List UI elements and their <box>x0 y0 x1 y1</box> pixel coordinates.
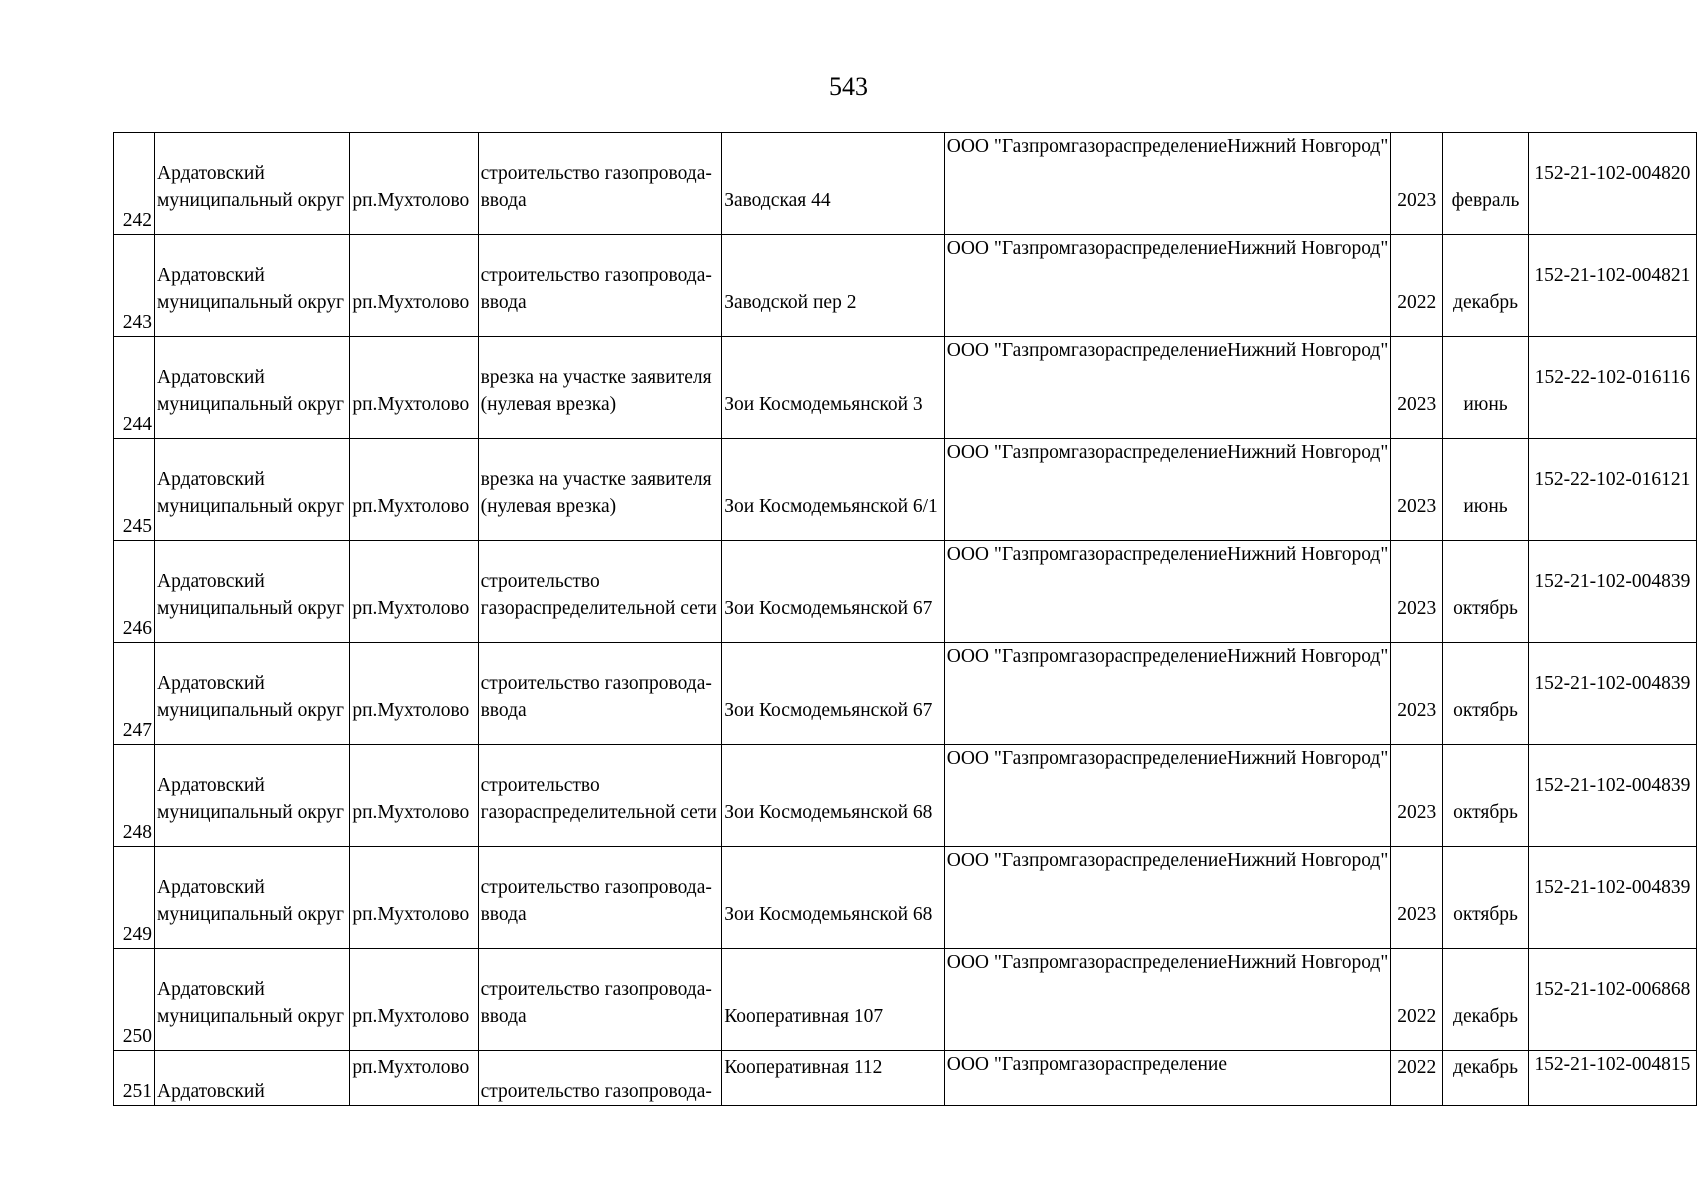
work-type-cell <box>478 745 722 847</box>
year-text: 2023 <box>1397 496 1437 517</box>
address-text: Заводская 44 <box>724 190 831 211</box>
settlement-text: рп.Мухтолово <box>352 190 470 211</box>
work-type-line: газораспределительной сети <box>480 802 717 823</box>
work-type-line: газораспределительной сети <box>480 598 717 619</box>
district-cell <box>155 1051 350 1106</box>
district-cell <box>155 235 350 337</box>
organization-cell <box>944 847 1391 949</box>
district-line: Ардатовский <box>157 367 265 388</box>
organization-line: ООО "Газпром <box>946 646 1071 667</box>
district-line: муниципальный округ <box>157 496 345 517</box>
table-row <box>114 745 1697 847</box>
district-cell <box>155 439 350 541</box>
work-type-line: ввода <box>480 904 527 925</box>
month-cell <box>1443 847 1529 949</box>
district-line: муниципальный округ <box>157 598 345 619</box>
work-type-cell <box>478 337 722 439</box>
district-line: муниципальный округ <box>157 1006 345 1027</box>
address-text: Зои Космодемьянской 67 <box>724 700 933 721</box>
contract-number: 152-21-102-004820 <box>1534 163 1691 184</box>
contract-cell <box>1528 235 1696 337</box>
row-number: 247 <box>114 643 155 745</box>
organization-line: ООО "Газпром <box>946 238 1071 259</box>
work-type-line: строительство газопровода- <box>480 265 712 286</box>
organization-cell <box>944 133 1391 235</box>
month-text: февраль <box>1451 190 1520 211</box>
year-cell <box>1391 337 1443 439</box>
row-number: 250 <box>114 949 155 1051</box>
district-cell <box>155 847 350 949</box>
address-cell <box>722 643 945 745</box>
month-text: декабрь <box>1453 1057 1519 1078</box>
contract-cell <box>1528 949 1696 1051</box>
organization-line: ООО "Газпром <box>946 544 1071 565</box>
year-text: 2023 <box>1397 700 1437 721</box>
organization-line: Нижний Новгород" <box>1227 544 1389 565</box>
table-row <box>114 337 1697 439</box>
contract-cell <box>1528 541 1696 643</box>
row-number: 242 <box>114 133 155 235</box>
district-line: муниципальный округ <box>157 802 345 823</box>
settlement-text: рп.Мухтолово <box>352 802 470 823</box>
month-text: июнь <box>1463 496 1508 517</box>
year-text: 2023 <box>1397 802 1437 823</box>
settlement-cell <box>350 541 478 643</box>
settlement-cell <box>350 337 478 439</box>
work-type-line: (нулевая врезка) <box>480 394 617 415</box>
address-cell <box>722 1051 945 1106</box>
district-line: муниципальный округ <box>157 700 345 721</box>
organization-cell <box>944 337 1391 439</box>
organization-line: газораспределение <box>1070 544 1227 565</box>
settlement-cell <box>350 439 478 541</box>
table-row <box>114 541 1697 643</box>
contract-cell <box>1528 1051 1696 1106</box>
year-cell <box>1391 1051 1443 1106</box>
organization-line: Нижний Новгород" <box>1227 646 1389 667</box>
organization-line: ООО "Газпром <box>946 748 1071 769</box>
district-cell <box>155 745 350 847</box>
address-text: Зои Космодемьянской 67 <box>724 598 933 619</box>
settlement-cell <box>350 643 478 745</box>
settlement-cell <box>350 1051 478 1106</box>
contract-number: 152-21-102-004815 <box>1534 1054 1691 1075</box>
work-type-cell <box>478 439 722 541</box>
row-number: 244 <box>114 337 155 439</box>
table-row <box>114 643 1697 745</box>
table-row <box>114 1051 1697 1106</box>
work-type-line: строительство газопровода- <box>480 877 712 898</box>
organization-line: Нижний Новгород" <box>1227 442 1389 463</box>
address-text: Зои Космодемьянской 6/1 <box>724 496 938 517</box>
table-row <box>114 949 1697 1051</box>
organization-cell <box>944 439 1391 541</box>
organization-line: газораспределение <box>1070 952 1227 973</box>
settlement-text: рп.Мухтолово <box>352 1006 470 1027</box>
address-text: Заводской пер 2 <box>724 292 857 313</box>
year-text: 2023 <box>1397 598 1437 619</box>
month-text: декабрь <box>1453 292 1519 313</box>
month-cell <box>1443 235 1529 337</box>
work-type-line: строительство <box>480 571 600 592</box>
contract-cell <box>1528 643 1696 745</box>
organization-line: газораспределение <box>1070 238 1227 259</box>
month-cell <box>1443 643 1529 745</box>
organization-line: Нижний Новгород" <box>1227 952 1389 973</box>
settlement-cell <box>350 235 478 337</box>
organization-line: газораспределение <box>1070 748 1227 769</box>
contract-number: 152-21-102-004839 <box>1534 775 1691 796</box>
month-text: октябрь <box>1453 904 1518 925</box>
settlement-cell <box>350 745 478 847</box>
district-cell <box>155 643 350 745</box>
row-number: 243 <box>114 235 155 337</box>
address-cell <box>722 439 945 541</box>
work-type-line: ввода <box>480 292 527 313</box>
contract-number: 152-21-102-004839 <box>1534 877 1691 898</box>
organization-line: ООО "Газпром <box>946 442 1071 463</box>
month-cell <box>1443 133 1529 235</box>
settlement-text: рп.Мухтолово <box>352 496 470 517</box>
work-type-cell <box>478 643 722 745</box>
district-line: муниципальный округ <box>157 190 345 211</box>
row-number: 246 <box>114 541 155 643</box>
work-type-line: ввода <box>480 1006 527 1027</box>
contract-cell <box>1528 847 1696 949</box>
row-number: 245 <box>114 439 155 541</box>
month-cell <box>1443 1051 1529 1106</box>
address-cell <box>722 541 945 643</box>
month-cell <box>1443 541 1529 643</box>
organization-line: газораспределение <box>1070 646 1227 667</box>
month-text: октябрь <box>1453 802 1518 823</box>
district-line: Ардатовский <box>157 163 265 184</box>
settlement-text: рп.Мухтолово <box>352 394 470 415</box>
work-type-cell <box>478 949 722 1051</box>
contract-number: 152-21-102-006868 <box>1534 979 1691 1000</box>
month-cell <box>1443 745 1529 847</box>
work-type-line: ввода <box>480 700 527 721</box>
year-text: 2022 <box>1397 1057 1437 1078</box>
district-cell <box>155 949 350 1051</box>
contract-number: 152-22-102-016116 <box>1534 367 1691 388</box>
district-cell <box>155 133 350 235</box>
district-line: Ардатовский <box>157 775 265 796</box>
year-cell <box>1391 949 1443 1051</box>
month-text: июнь <box>1463 394 1508 415</box>
settlement-cell <box>350 847 478 949</box>
district-line: Ардатовский <box>157 571 265 592</box>
contract-number: 152-22-102-016121 <box>1534 469 1691 490</box>
work-type-cell <box>478 541 722 643</box>
district-line: Ардатовский <box>157 673 265 694</box>
settlement-text: рп.Мухтолово <box>352 1057 470 1078</box>
organization-line: ООО "Газпром <box>946 952 1071 973</box>
year-cell <box>1391 745 1443 847</box>
address-text: Зои Космодемьянской 3 <box>724 394 923 415</box>
organization-line: Нижний Новгород" <box>1227 748 1389 769</box>
organization-cell <box>944 235 1391 337</box>
work-type-cell <box>478 133 722 235</box>
organization-line: ООО "Газпром <box>946 1054 1071 1075</box>
organization-line: Нижний Новгород" <box>1227 136 1389 157</box>
month-text: октябрь <box>1453 598 1518 619</box>
address-text: Кооперативная 107 <box>724 1006 884 1027</box>
year-cell <box>1391 847 1443 949</box>
organization-cell <box>944 1051 1391 1106</box>
contract-number: 152-21-102-004821 <box>1534 265 1691 286</box>
year-cell <box>1391 643 1443 745</box>
contract-number: 152-21-102-004839 <box>1534 571 1691 592</box>
district-line: муниципальный округ <box>157 904 345 925</box>
district-line: муниципальный округ <box>157 292 345 313</box>
district-line: Ардатовский <box>157 469 265 490</box>
work-type-line: строительство <box>480 775 600 796</box>
district-line: Ардатовский <box>157 265 265 286</box>
work-type-line: строительство газопровода- <box>480 979 712 1000</box>
page-number: 543 <box>829 72 868 101</box>
organization-line: газораспределение <box>1070 136 1227 157</box>
settlement-text: рп.Мухтолово <box>352 292 470 313</box>
district-line: Ардатовский <box>157 979 265 1000</box>
settlement-text: рп.Мухтолово <box>352 700 470 721</box>
settlement-cell <box>350 949 478 1051</box>
table-row <box>114 133 1697 235</box>
district-line: Ардатовский <box>157 1081 265 1102</box>
district-line: Ардатовский <box>157 877 265 898</box>
month-cell <box>1443 949 1529 1051</box>
settlement-text: рп.Мухтолово <box>352 904 470 925</box>
district-line: муниципальный округ <box>157 394 345 415</box>
settlement-cell <box>350 133 478 235</box>
year-text: 2023 <box>1397 394 1437 415</box>
year-cell <box>1391 133 1443 235</box>
contract-cell <box>1528 745 1696 847</box>
address-cell <box>722 949 945 1051</box>
work-type-cell <box>478 847 722 949</box>
organization-line: газораспределение <box>1070 850 1227 871</box>
year-text: 2023 <box>1397 190 1437 211</box>
table-row <box>114 439 1697 541</box>
row-number: 251 <box>114 1051 155 1106</box>
address-cell <box>722 133 945 235</box>
address-cell <box>722 745 945 847</box>
table-row <box>114 847 1697 949</box>
work-type-line: строительство газопровода- <box>480 1081 712 1102</box>
year-cell <box>1391 541 1443 643</box>
work-type-line: строительство газопровода- <box>480 163 712 184</box>
month-text: октябрь <box>1453 700 1518 721</box>
address-cell <box>722 847 945 949</box>
work-type-line: ввода <box>480 190 527 211</box>
work-type-cell <box>478 1051 722 1106</box>
organization-cell <box>944 541 1391 643</box>
organization-line: газораспределение <box>1070 442 1227 463</box>
contract-number: 152-21-102-004839 <box>1534 673 1691 694</box>
work-type-line: строительство газопровода- <box>480 673 712 694</box>
year-text: 2022 <box>1397 1006 1437 1027</box>
organization-line: газораспределение <box>1070 1054 1227 1075</box>
organization-line: Нижний Новгород" <box>1227 340 1389 361</box>
month-cell <box>1443 337 1529 439</box>
work-type-line: (нулевая врезка) <box>480 496 617 517</box>
work-type-line: врезка на участке заявителя <box>480 469 712 490</box>
contract-cell <box>1528 439 1696 541</box>
district-cell <box>155 541 350 643</box>
organization-line: ООО "Газпром <box>946 850 1071 871</box>
gasification-table <box>113 132 1697 1106</box>
organization-line: Нижний Новгород" <box>1227 238 1389 259</box>
organization-cell <box>944 949 1391 1051</box>
row-number: 248 <box>114 745 155 847</box>
year-text: 2022 <box>1397 292 1437 313</box>
organization-line: газораспределение <box>1070 340 1227 361</box>
contract-cell <box>1528 337 1696 439</box>
settlement-text: рп.Мухтолово <box>352 598 470 619</box>
organization-line: Нижний Новгород" <box>1227 850 1389 871</box>
address-text: Зои Космодемьянской 68 <box>724 802 933 823</box>
table-row <box>114 235 1697 337</box>
address-text: Зои Космодемьянской 68 <box>724 904 933 925</box>
work-type-cell <box>478 235 722 337</box>
address-cell <box>722 337 945 439</box>
month-cell <box>1443 439 1529 541</box>
year-text: 2023 <box>1397 904 1437 925</box>
organization-cell <box>944 643 1391 745</box>
address-text: Кооперативная 112 <box>724 1057 883 1078</box>
organization-line: ООО "Газпром <box>946 340 1071 361</box>
address-cell <box>722 235 945 337</box>
organization-cell <box>944 745 1391 847</box>
row-number: 249 <box>114 847 155 949</box>
year-cell <box>1391 439 1443 541</box>
month-text: декабрь <box>1453 1006 1519 1027</box>
year-cell <box>1391 235 1443 337</box>
contract-cell <box>1528 133 1696 235</box>
organization-line: ООО "Газпром <box>946 136 1071 157</box>
district-cell <box>155 337 350 439</box>
work-type-line: врезка на участке заявителя <box>480 367 712 388</box>
